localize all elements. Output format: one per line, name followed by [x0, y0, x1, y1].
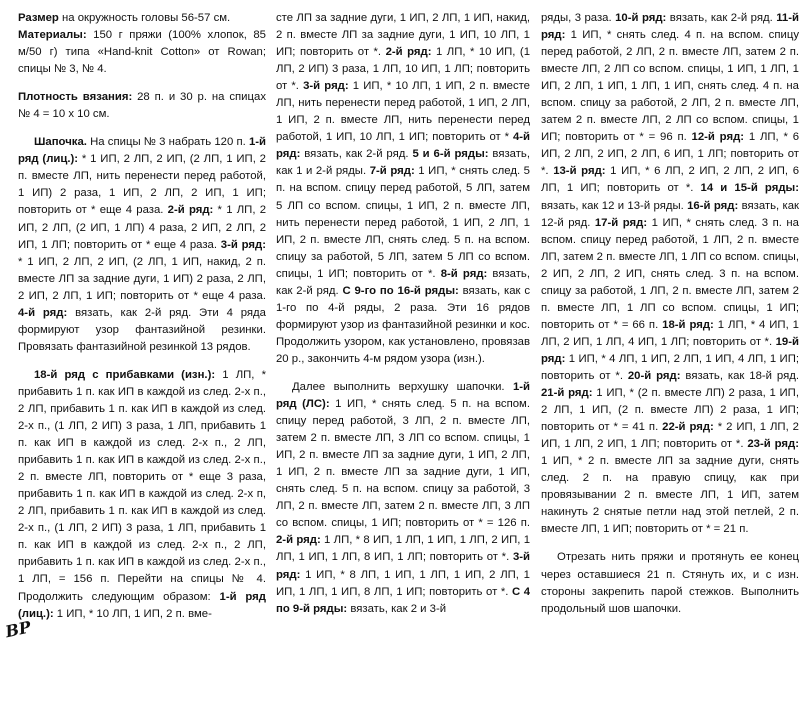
bold-heading: 4-й ряд:	[18, 306, 68, 319]
bold-heading: 18-й ряд с прибавками (изн.):	[34, 368, 216, 381]
bold-heading: 2-й ряд:	[167, 204, 214, 217]
text-run: 150 г пряжи (100% хлопок, 85 м/50 г) типа «Hand-knit Cotton» от Rowan; спицы № 3, № 4.	[18, 29, 266, 76]
bold-heading: 1-й ряд (лиц.):	[18, 590, 266, 620]
bold-heading: С 9-го по 16-й ряды:	[342, 284, 459, 297]
paragraph	[276, 10, 530, 368]
text-run: Далее выполнить верхушку шапочки.	[292, 380, 513, 393]
text-run: вязать, как 12-й ряд.	[541, 199, 799, 229]
text-run: 1 ИП, * 8 ЛП, 1 ИП, 1 ЛП, 1 ИП, 2 ЛП, 1 ИП, 1 ЛП, 1 ИП, 8 ЛП, 1 ИП; повторить от *.	[276, 568, 530, 598]
paragraph	[18, 27, 266, 78]
text-run: вязать, как 12 и 13-й ряды.	[541, 199, 688, 212]
paragraph	[541, 549, 799, 617]
text-run: вязать, как 2-й ряд. Эти 4 ряда формируют узор фантазийной резинки. Провязать фантазийной резинкой 13 рядов.	[18, 306, 266, 353]
text-run: 1 ИП, * 10 ЛП, 1 ИП, 2 п. вместе ЛП, нить перенести перед работой, 1 ИП, 2 ЛП, 1 ИП, 2 п. вместе ЛП, нить перенести перед работой, 1 ИП, 10 ЛП, 1 ИП; повторить от *	[276, 80, 530, 144]
paragraph	[18, 134, 266, 356]
paragraph	[276, 379, 530, 618]
text-run: * 1 ИП, 2 ЛП, 2 ИП, (2 ЛП, 1 ИП, 2 п. вместе ЛП, нить перенести перед работой, 1 ИП) 2 раза, 1 ИП, 2 ЛП, 2 ИП, 1 ИП; повторить от * еще 4 раза.	[18, 153, 266, 217]
text-run: 1 ЛП, * прибавить 1 п. как ИП в каждой из след. 2-х п., 2 ЛП, прибавить 1 п. как ИП в каждой из след. 2-х п., (1 ЛП, 2 ИП) 3 раза, 1 ЛП, прибавить 1 п. как ИП в каждой из след. 2-х п., 2 ЛП, прибавить 1 п. как ИП в каждой из след. 2-х п., 2 п. вместе ЛП, повторить от * еще 3 раза, прибавить 1 п. как ИП в каждой из след. 2-х п, 2 ЛП, прибавить 1 п. как ИП в каждой из след. 2-х п., (1 ЛП, 2 ИП) 3 раза, 1 ЛП, прибавить 1 п. как ИП в каждой из след. 2-х п., 2 ЛП, прибавить 1 п. как ИП в каждой из след. 2-х п., 1 ЛП, = 156 п. Перейти на спицы № 4. Продолжить следующим образом:	[18, 368, 266, 603]
bold-heading: 8-й ряд:	[440, 267, 488, 280]
bold-heading: Материалы:	[18, 29, 87, 42]
bold-heading: 17-й ряд:	[594, 216, 648, 229]
text-run: На спицы № 3 набрать 120 п.	[86, 136, 249, 149]
bold-heading: 22-й ряд:	[662, 421, 714, 434]
bold-heading: 1-й ряд (ЛС):	[276, 380, 530, 411]
text-run: 1 ИП, * снять след. 3 п. на вспом. спицу перед работой, 1 ЛП, 2 п. вместе ЛП, затем 2 п. вместе ЛП, 1 ЛП со вспом. спицы, 2 ИП, 2 ЛП, 2 ИП, снять след. 3 п. на вспом. спицу за работой, 1 ЛП, 2 п. вместе ЛП, затем 2 п. вместе ЛП, 1 ЛП со вспом. спицы, 1 ИП; повторить от * = 66 п.	[541, 216, 799, 331]
text-run: 1 ИП, * (2 п. вместе ЛП) 2 раза, 1 ИП, 2 ЛП, 1 ИП, (2 п. вместе ЛП) 2 раза, 1 ИП; повторить от * = 41 п.	[541, 387, 799, 434]
column-2	[276, 10, 530, 618]
bold-heading: Плотность вязания:	[18, 91, 133, 104]
bold-heading: 2-й ряд:	[276, 534, 321, 547]
bold-heading: 11-й ряд:	[541, 12, 799, 42]
text-run: 1 ИП, * 10 ЛП, 1 ИП, 2 п. вме-	[53, 607, 212, 620]
text-run: вязать, как 2-й ряд.	[300, 148, 413, 161]
bold-heading: 3-й ряд:	[276, 551, 530, 581]
bold-heading: 19-й ряд:	[541, 335, 799, 365]
bold-heading: С 4 по 9-й ряды:	[276, 585, 531, 615]
text-run: 1 ИП, * снять след. 5 п. на вспом. спицу перед работой, 3 ЛП, 2 п. вместе ЛП, затем 2 п. вместе ЛП, 3 ЛП со вспом. спицы, 1 ИП, 2 п. вместе ЛП за задние дуги, 1 ИП, 2 ЛП, 1 ИП, 2 п. вместе ЛП за задние дуги, 1 ИП, снять след. 5 п. на вспом. спицу за работой, 3 ЛП, 2 п. вместе ЛП, затем 2 п. вместе ЛП, 3 ЛП со вспом. спицы, 1 ИП; повторить от * = 126 п.	[276, 398, 530, 530]
paragraph	[18, 10, 266, 27]
paragraph	[541, 10, 799, 538]
text-run: ряды, 3 раза.	[541, 12, 616, 24]
bold-heading: 3-й ряд:	[303, 80, 349, 93]
bold-heading: 7-й ряд:	[369, 165, 415, 178]
text-run: 1 ИП, * 2 п. вместе ЛП за задние дуги, снять след. 2 п. на правую спицу, как при провязывании 2 п. вместе ЛП, 1 ИП, затем накинуть 2 снятые петли над этой петлей, 2 п. вместе ЛП, 1 ИП; повторить от * = 21 п.	[541, 455, 799, 536]
text-run: 1 ИП, * 6 ЛП, 2 ИП, 2 ЛП, 2 ИП, 6 ЛП, 1 ИП; повторить от *.	[541, 165, 799, 195]
text-run: сте ЛП за задние дуги, 1 ИП, 2 ЛП, 1 ИП, накид, 2 п. вместе ЛП за задние дуги, 1 ИП, 10 ЛП, 1 ИП; повторить от *.	[276, 12, 530, 59]
bold-heading: Шапочка.	[34, 136, 87, 149]
bold-heading: Размер	[18, 12, 59, 24]
text-run: 1 ЛП, * 6 ИП, 2 ЛП, 2 ИП, 2 ЛП, 6 ИП, 1 ЛП; повторить от *.	[541, 131, 800, 178]
bold-heading: 10-й ряд:	[615, 12, 667, 24]
bold-heading: 23-й ряд:	[747, 438, 799, 451]
bold-heading: 14 и 15-й ряды:	[700, 182, 799, 195]
bold-heading: 12-й ряд:	[691, 131, 745, 144]
text-run: вязать, как 2-й ряд.	[276, 267, 530, 297]
text-run: на окружность головы 56-57 см.	[58, 12, 231, 24]
text-run: вязать, как 1 и 2-й ряды.	[276, 148, 530, 178]
text-run: * 2 ИП, 1 ЛП, 2 ИП, 1 ЛП, 2 ИП, 1 ЛП; повторить от *.	[541, 421, 799, 451]
text-run: 1 ЛП, * 4 ИП, 1 ЛП, 2 ИП, 1 ЛП, 4 ИП, 1 ЛП; повторить от *.	[541, 318, 799, 348]
text-run: 1 ИП, * снять след. 4 п. на вспом. спицу перед работой, 2 ЛП, 2 п. вместе ЛП, затем 2 п. вместе ЛП, 2 ЛП со вспом. спицы, 1 ИП, 1 ЛП, 1 ИП, 2 ЛП, 1 ИП, 1 ЛП, 1 ИП, снять след. 4 п. на вспом. спицу за работой, 2 ЛП, 2 п. вместе ЛП, затем 2 п. вместе ЛП, 2 ЛП со вспом. спицы, 1 ИП; повторить от * = 96 п.	[541, 29, 799, 144]
text-run: вязать, как 18-й ряд.	[680, 369, 799, 382]
text-run: 1 ИП, * 4 ЛП, 1 ИП, 2 ЛП, 1 ИП, 4 ЛП, 1 ИП; повторить от *.	[541, 352, 799, 382]
bold-heading: 5 и 6-й ряды:	[412, 148, 489, 161]
text-run: 1 ЛП, * 10 ИП, (1 ЛП, 2 ИП) 3 раза, 1 ЛП, 10 ИП, 1 ЛП; повторить от *.	[276, 46, 530, 93]
text-run: * 1 ИП, 2 ЛП, 2 ИП, (2 ЛП, 1 ИП, накид, 2 п. вместе ЛП за задние дуги, 1 ИП) 2 раза, 2 ЛП, 2 ИП, 2 ЛП, 1 ИП; повторить от * еще 4 раза.	[18, 255, 266, 302]
column-1	[18, 10, 266, 623]
text-run: вязать, как 2-й ряд.	[666, 12, 777, 24]
bp-watermark-logo	[3, 615, 33, 642]
bold-heading: 18-й ряд:	[662, 318, 714, 331]
text-run: 1 ИП, * снять след. 5 п. на вспом. спицу перед работой, 5 ЛП, затем 5 ЛП со вспом. спицы, 1 ИП, 2 п. вместе ЛП, нить перенести перед работой, 1 ИП, 2 ЛП, 1 ИП, 2 п. вместе ЛП, снять след. 5 п. на вспом. спицу за работой, 5 ЛП, затем 5 ЛП со вспом. спицы, 1 ИП; повторить от *.	[276, 165, 530, 280]
column-3	[541, 10, 799, 618]
bold-heading: 16-й ряд:	[687, 199, 739, 212]
logo-text: BP	[3, 617, 33, 642]
bold-heading: 13-й ряд:	[553, 165, 606, 178]
text-run: Отрезать нить пряжи и протянуть ее конец через оставшиеся 21 п. Стянуть их, и с изн. стороны закрепить парой стежков. Выполнить продольный шов шапочки.	[541, 551, 799, 615]
bold-heading: 20-й ряд:	[627, 369, 681, 382]
bold-heading: 4-й ряд:	[276, 131, 530, 161]
text-run: 28 п. и 30 р. на спицах № 4 = 10 х 10 см.	[18, 91, 266, 121]
bold-heading: 2-й ряд:	[385, 46, 432, 59]
text-run: * 1 ЛП, 2 ИП, 2 ЛП, (2 ИП, 1 ЛП) 4 раза, 2 ИП, 2 ЛП, 2 ИП, 1 ЛП; повторить от * еще 4 раза.	[18, 204, 267, 251]
paragraph	[18, 89, 266, 123]
text-run: вязать, как с 1-го по 4-й ряды, 2 раза. Эти 16 рядов формируют узор из фантазийной резинки и кос. Продолжить узором, как установлено, провязав 20 р., закончить 4-м рядом узора (изн.).	[276, 284, 530, 365]
text-run: вязать, как 2 и 3-й	[347, 602, 447, 615]
text-run: 1 ЛП, * 8 ИП, 1 ЛП, 1 ИП, 1 ЛП, 2 ИП, 1 ЛП, 1 ИП, 1 ЛП, 8 ИП, 1 ЛП; повторить от *.	[276, 534, 530, 564]
paragraph	[18, 367, 266, 623]
bold-heading: 21-й ряд:	[541, 387, 593, 400]
bold-heading: 1-й ряд (лиц.):	[18, 136, 266, 166]
bold-heading: 3-й ряд:	[220, 238, 266, 251]
